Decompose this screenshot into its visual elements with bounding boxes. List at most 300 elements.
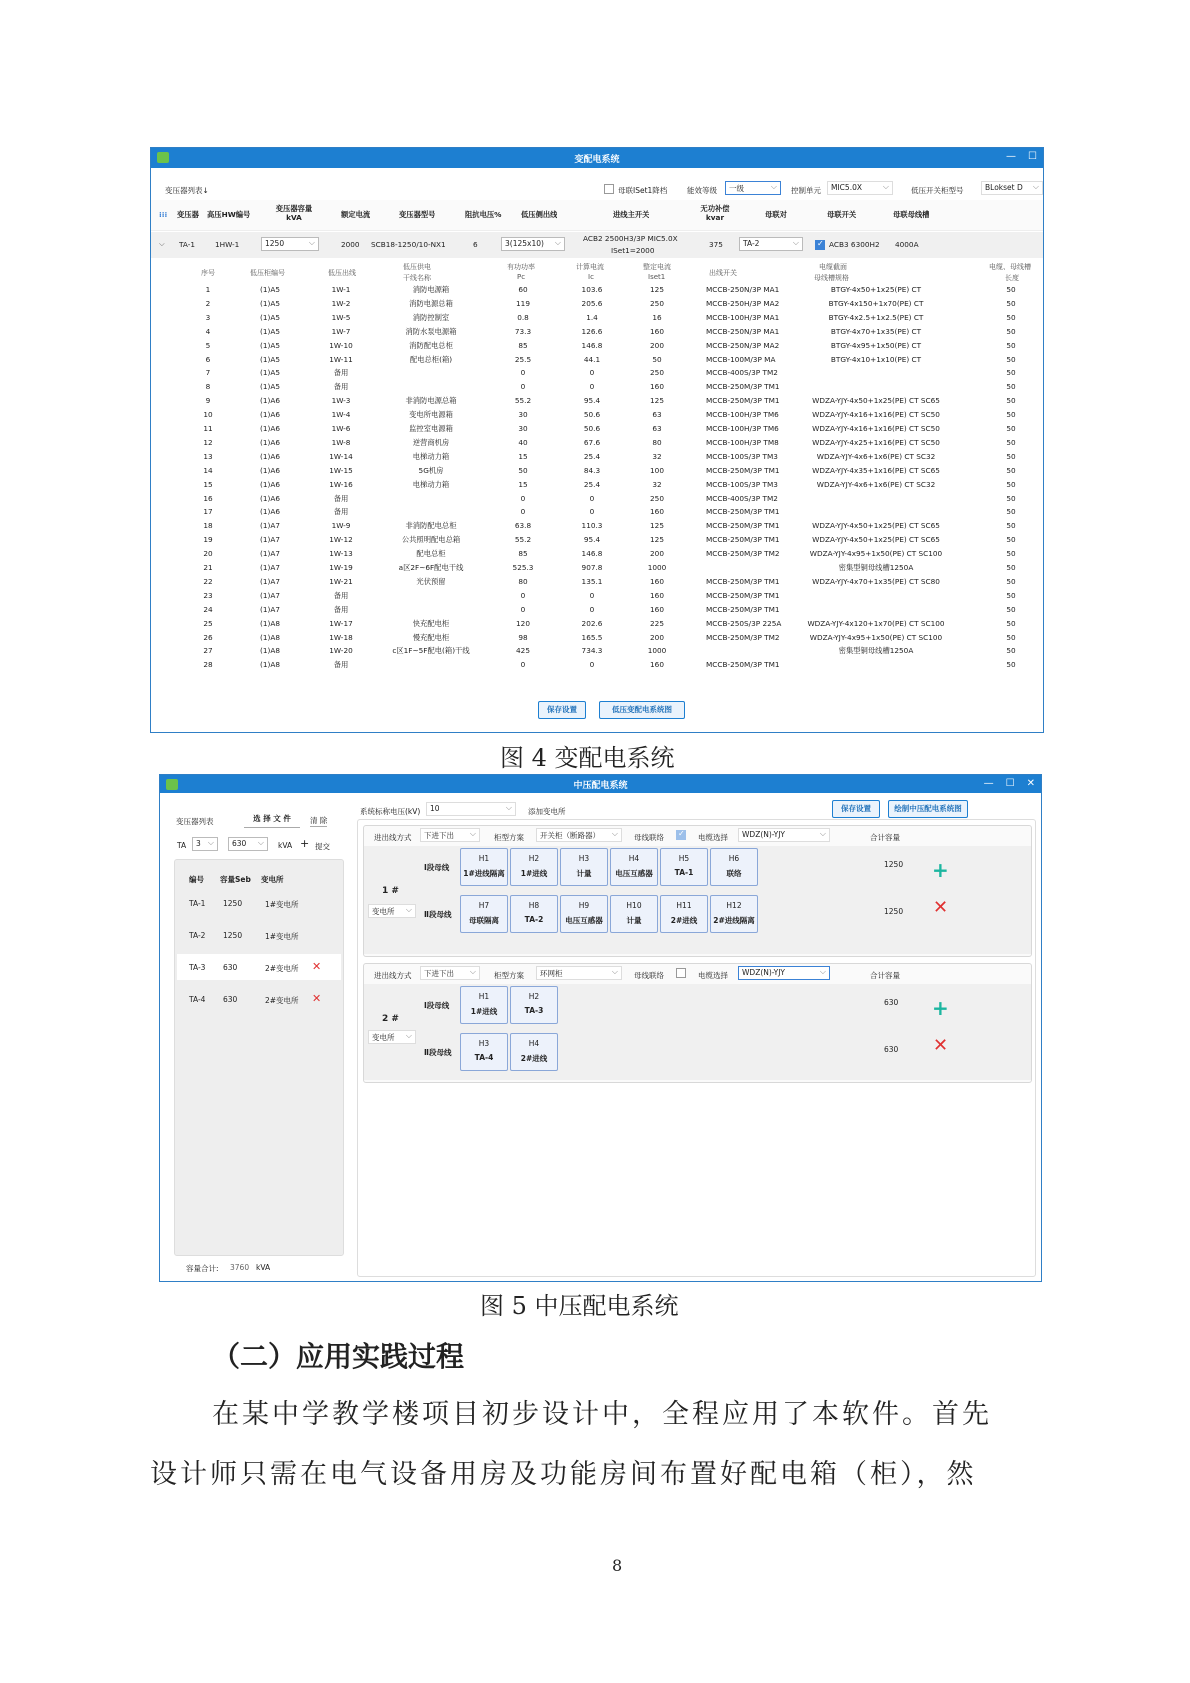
tx-current: 2000 [341,240,360,249]
lv-cabinet-select[interactable]: BLokset D ⌵ [981,181,1043,195]
close-icon[interactable]: ✕ [1026,778,1035,789]
tx-sub: 1#变电所 [265,932,299,941]
tx-sub: 2#变电所 [265,996,299,1005]
table-row[interactable] [151,437,1043,450]
table-cell: 50 [1006,521,1016,531]
tx-pair-select[interactable]: TA-2 ⌵ [739,237,803,251]
cell-label: TA-1 [674,868,694,877]
table-row[interactable] [151,618,1043,631]
ta-num-input[interactable]: 3 ⌵ [192,837,218,851]
table-cell: 1W-17 [329,618,353,628]
switchgear-cell[interactable] [460,848,508,886]
table-cell: 16 [652,312,662,322]
table-cell: 160 [650,326,664,336]
sh-seq: 序号 [201,269,215,277]
cab-select[interactable]: 环网柜 ⌵ [536,966,622,980]
transformer-list-row[interactable] [177,986,341,1012]
table-cell: BTGY-4x50+1x25(PE) CT [830,285,922,294]
table-cell: 98 [518,632,528,642]
table-cell: (1)A7 [260,535,280,545]
efficiency-select[interactable]: 一级 ⌵ [725,181,781,195]
tx-cap: 1250 [223,899,243,908]
table-cell: 19 [203,535,213,545]
table-cell: (1)A5 [260,285,280,294]
delete-icon[interactable]: ✕ [312,960,322,973]
table-cell: a区2F~6F配电干线 [398,563,464,572]
table-cell: 8 [205,382,211,392]
table-cell: 44.1 [583,354,601,364]
mv-diagram-button[interactable]: 绘制中压配电系统图 [888,800,968,818]
tx-cap-select[interactable]: 1250 ⌵ [261,237,319,251]
substation-number: 2 # [382,1014,399,1024]
table-cell: 30 [518,424,528,433]
bus-iset-checkbox[interactable] [604,184,614,194]
hdr-current: 额定电流 [341,210,371,219]
minimize-icon[interactable]: — [983,778,994,789]
switchgear-cell[interactable] [710,895,758,933]
choose-file-button[interactable]: 选 择 文 件 [244,813,300,828]
table-cell: (1)A5 [260,326,280,336]
substation-select[interactable]: 变电所 ⌵ [368,904,416,918]
table-cell: 125 [650,535,664,545]
table-cell: 50 [1006,326,1016,336]
sh-cable1: 电缆截面 [819,263,847,271]
table-cell: MCCB-100H/3P TM6 [706,410,779,420]
delete-substation-icon[interactable]: ✕ [933,897,949,918]
table-row[interactable] [151,604,1043,617]
tx-sub: 2#变电所 [265,964,299,973]
fig5-save-button[interactable]: 保存设置 [832,800,880,818]
section-heading: （二）应用实践过程 [212,1340,465,1373]
table-cell: 425 [516,646,530,656]
table-row[interactable] [151,423,1043,436]
tx-cap: 630 [223,995,238,1004]
table-cell: c区1F~5F配电(箱)干线 [392,646,470,656]
table-cell: 公共照明配电总箱 [401,535,461,545]
table-cell: 光伏预留 [416,576,446,586]
switchgear-cell[interactable] [710,848,758,886]
table-cell: 160 [650,660,664,670]
table-cell: 7 [205,368,211,378]
table-cell: 50 [1006,549,1016,559]
table-row[interactable] [151,590,1043,603]
fig4-title: 变配电系统 [574,154,620,165]
table-cell: 200 [650,632,664,642]
tx-bus-switch: ACB3 6300H2 [829,240,880,249]
fig4-window [150,147,1044,733]
table-row[interactable] [151,367,1043,380]
cell-code: H1 [478,992,490,1001]
table-cell: 10 [203,410,213,420]
bus-tie-label: 母线联络 [634,833,664,842]
table-cell: 备用 [333,382,349,392]
table-cell: 50 [1006,604,1016,614]
cell-label: 计量 [576,869,592,878]
table-cell: 0 [520,590,526,600]
table-row[interactable] [151,659,1043,672]
table-cell: 1W-10 [329,340,353,350]
table-row[interactable] [151,312,1043,325]
table-row[interactable] [151,520,1043,533]
table-cell: 14 [203,465,213,475]
cab-label: 柜型方案 [494,833,524,842]
tx-lv-out-select[interactable]: 3(125x10) ⌵ [501,237,565,251]
table-row[interactable] [151,548,1043,561]
maximize-icon[interactable]: ☐ [1005,778,1015,789]
cell-label: 2#进线 [670,916,698,925]
table-cell: 28 [203,660,213,670]
cell-code: H3 [478,1039,490,1048]
transformer-list-row[interactable] [177,954,341,980]
table-cell: (1)A7 [260,604,280,614]
maximize-icon[interactable]: ☐ [1028,151,1037,162]
cell-code: H2 [528,854,540,863]
bus1-label: Ⅰ段母线 [424,863,450,872]
tx-id: TA-4 [189,995,206,1004]
table-cell: WDZA-YJY-4x35+1x16(PE) CT SC65 [812,465,940,475]
table-cell: 5G机房 [418,465,444,475]
table-cell: 200 [650,549,664,559]
table-cell: 50 [1006,354,1016,364]
ta-cap-input[interactable]: 630 ⌵ [228,837,268,851]
sh-sw: 出线开关 [709,269,737,277]
table-cell: 125 [650,396,664,406]
table-row[interactable] [151,506,1043,519]
fig4-save-button[interactable]: 保存设置 [538,701,586,719]
submit-button[interactable]: 提交 [315,842,330,851]
add-ta-button[interactable]: + [300,837,310,850]
sh-cab: 低压柜编号 [250,269,285,277]
switchgear-cell[interactable] [460,986,508,1024]
table-cell: 备用 [333,590,349,600]
table-cell: WDZA-YJY-4x6+1x6(PE) CT SC32 [816,479,936,489]
table-cell: 50 [1006,535,1016,545]
table-row[interactable] [151,576,1043,589]
table-row[interactable] [151,479,1043,492]
table-cell: 907.8 [581,563,603,572]
table-cell: 525.3 [512,563,534,572]
table-cell: 1000 [647,646,667,656]
tx-cap: 1250 [223,931,243,940]
table-cell: 1W-7 [331,326,351,336]
table-cell: 50 [1006,340,1016,350]
tx-kvar: 375 [709,240,723,249]
hdr-lv-out: 低压侧出线 [521,210,558,219]
cap2-value: 1250 [884,907,904,916]
bus1-label: Ⅰ段母线 [424,1001,450,1010]
cap1-value: 630 [884,998,899,1007]
table-cell: 22 [203,576,213,586]
delete-icon[interactable]: ✕ [312,992,322,1005]
inout-select[interactable]: 下进下出 ⌵ [420,828,480,842]
hdr-kvar: 无功补偿 kvar [700,204,730,222]
table-cell: 消防配电总柜 [409,340,453,350]
table-cell: 1W-4 [331,410,351,420]
table-cell: 202.6 [581,618,603,628]
table-cell: MCCB-250N/3P MA1 [706,326,780,336]
switchgear-cell[interactable] [460,1033,508,1071]
table-cell: 1.4 [586,312,598,322]
table-cell: 50 [518,465,528,475]
table-cell: (1)A5 [260,382,280,392]
cell-label: 母联隔离 [469,916,499,925]
hdr-pair: 母联对 [765,210,787,219]
tx-bus-duct: 4000A [895,240,919,249]
table-cell: 12 [203,437,213,447]
table-cell: 50 [1006,312,1016,322]
table-cell: WDZA-YJY-4x16+1x16(PE) CT SC50 [812,410,940,420]
switchgear-cell[interactable] [510,1033,558,1071]
transformer-table [174,859,344,1256]
table-cell: (1)A7 [260,590,280,600]
table-cell: (1)A5 [260,354,280,364]
table-cell: 配电总柜 [416,549,446,559]
table-row[interactable] [151,354,1043,367]
table-cell: MCCB-250M/3P TM1 [706,521,780,531]
tx-name: TA-1 [179,240,195,249]
cap2-value: 630 [884,1045,899,1054]
grid-icon[interactable]: ⁝⁝⁝ [159,210,168,219]
switchgear-cell[interactable] [510,986,558,1024]
bus2-label: Ⅱ段母线 [424,910,452,919]
table-cell: 1W-14 [329,451,353,461]
table-row[interactable] [151,284,1043,297]
cell-code: H3 [578,854,590,863]
table-cell: 密集型铜母线槽1250A [838,646,914,656]
table-cell: 20 [203,549,213,559]
table-cell: 21 [203,563,213,572]
cell-code: H1 [478,854,490,863]
table-cell: WDZA-YJY-4x95+1x50(PE) CT SC100 [809,549,943,559]
sh-ic1: 计算电流 [576,263,604,271]
sh-out: 低压出线 [328,269,356,277]
table-cell: 103.6 [581,285,603,294]
table-cell: 50 [652,354,662,364]
add-cabinet-icon[interactable]: + [932,996,949,1020]
sys-v-select[interactable]: 10 ⌵ [426,802,516,816]
table-row[interactable] [151,562,1043,575]
bus-switch-checkbox[interactable] [815,240,825,250]
table-cell: MCCB-250M/3P TM2 [706,549,780,559]
table-cell: 50 [1006,590,1016,600]
table-cell: 85 [518,340,528,350]
table-cell: 146.8 [581,340,603,350]
table-cell: 1W-3 [331,396,351,406]
table-cell: MCCB-250M/3P TM1 [706,507,780,517]
switchgear-cell[interactable] [610,848,658,886]
table-cell: 1W-12 [329,535,353,545]
tx-iset: ISet1=2000 [611,246,655,255]
col-sub: 变电所 [261,875,284,884]
bus-tie-label: 母线联络 [634,971,664,980]
add-substation-button[interactable]: 添加变电所 [528,807,566,816]
table-cell: 63 [652,410,662,420]
bus-iset-label: 母联ISet1降档 [618,186,668,195]
table-cell: WDZA-YJY-4x50+1x25(PE) CT SC65 [812,396,940,406]
tx-model: SCB18-1250/10-NX1 [371,240,446,249]
table-cell: 84.3 [583,465,601,475]
switchgear-cell[interactable] [510,895,558,933]
cell-code: H8 [528,901,540,910]
cab-select[interactable]: 开关柜（断路器） ⌵ [536,828,622,842]
substation-select[interactable]: 变电所 ⌵ [368,1030,416,1044]
table-cell: (1)A8 [260,618,280,628]
tx-sub: 1#变电所 [265,900,299,909]
table-cell: 0 [520,493,526,503]
table-cell: 0 [589,507,595,517]
hdr-hw: 高压HW编号 [207,210,251,219]
transformer-list-row[interactable] [177,890,341,916]
table-cell: 0 [589,382,595,392]
table-row[interactable] [151,451,1043,464]
table-cell: 1W-9 [331,521,351,531]
table-cell: 1W-13 [329,549,353,559]
bus-tie-checkbox[interactable] [676,830,686,840]
table-row[interactable] [151,395,1043,408]
table-cell: 备用 [333,660,349,670]
table-cell: 备用 [333,604,349,614]
cable-select[interactable]: WDZ(N)-YJY ⌵ [738,828,830,842]
table-cell: MCCB-100S/3P TM3 [706,479,778,489]
inout-label: 进出线方式 [374,971,412,980]
switchgear-cell[interactable] [610,895,658,933]
switchgear-cell[interactable] [660,895,708,933]
transformer-list-row[interactable] [177,922,341,948]
table-cell: 密集型铜母线槽1250A [838,563,914,572]
table-cell: 电梯动力箱 [412,451,450,461]
total-label: 容量合计: [186,1264,219,1273]
expand-chevron-icon[interactable]: ⌵ [159,239,165,248]
table-cell: 50.6 [583,410,601,420]
transformer-row[interactable] [151,232,1043,258]
table-cell: MCCB-250M/3P TM1 [706,590,780,600]
table-cell: 125 [650,285,664,294]
table-cell: (1)A8 [260,632,280,642]
table-cell: 165.5 [581,632,603,642]
table-row[interactable] [151,298,1043,311]
cell-label: 2#进线 [520,1054,548,1063]
table-cell: 0 [520,382,526,392]
cell-label: TA-2 [524,915,544,924]
table-cell: (1)A5 [260,298,280,308]
col-id: 编号 [189,875,204,884]
sh-pc2: Pc [517,273,526,281]
cable-select[interactable]: WDZ(N)-YJY ⌵ [738,966,830,980]
paragraph-line-1: 在某中学教学楼项目初步设计中，全程应用了本软件。首先 [212,1399,992,1430]
table-cell: 监控室电源箱 [409,424,453,433]
control-unit-select[interactable]: MIC5.0X ⌵ [827,181,893,195]
table-row[interactable] [151,326,1043,339]
table-row[interactable] [151,534,1043,547]
table-cell: (1)A6 [260,451,280,461]
table-row[interactable] [151,632,1043,645]
table-cell: 50 [1006,437,1016,447]
switchgear-cell[interactable] [660,848,708,886]
table-cell: 120 [516,618,530,628]
app-icon [166,779,178,790]
table-cell: 50 [1006,298,1016,308]
table-cell: 25 [203,618,213,628]
table-cell: MCCB-250M/3P TM1 [706,660,780,670]
table-cell: (1)A6 [260,396,280,406]
table-cell: BTGY-4x70+1x35(PE) CT [830,326,922,336]
table-row[interactable] [151,409,1043,422]
bus-tie-checkbox[interactable] [676,968,686,978]
table-cell: 3 [205,312,211,322]
transformer-list-label: 变压器列表↓ [165,186,209,195]
table-cell: (1)A7 [260,563,280,572]
inout-select[interactable]: 下进下出 ⌵ [420,966,480,980]
table-cell: 1W-6 [331,424,351,433]
table-cell: 50 [1006,493,1016,503]
add-cabinet-icon[interactable]: + [932,858,949,882]
table-cell: 55.2 [514,535,532,545]
table-row[interactable] [151,381,1043,394]
table-cell: WDZA-YJY-4x25+1x16(PE) CT SC50 [812,437,940,447]
table-cell: 备用 [333,368,349,378]
table-row[interactable] [151,340,1043,353]
table-cell: 15 [518,451,528,461]
tx-id: TA-2 [189,931,206,940]
page-number: 8 [612,1556,623,1575]
table-cell: 0 [589,368,595,378]
table-cell: 50 [1006,424,1016,433]
table-cell: 135.1 [581,576,603,586]
delete-substation-icon[interactable]: ✕ [933,1035,949,1056]
sh-name1: 低压供电 [403,263,431,271]
table-cell: 9 [205,396,211,406]
switchgear-cell[interactable] [510,848,558,886]
table-cell: (1)A6 [260,437,280,447]
table-row[interactable] [151,465,1043,478]
table-cell: MCCB-250M/3P TM1 [706,576,780,586]
table-cell: MCCB-100H/3P MA1 [706,312,780,322]
table-cell: BTGY-4x150+1x70(PE) CT [828,298,924,308]
switchgear-cell[interactable] [560,848,608,886]
table-cell: 电梯动力箱 [412,479,450,489]
table-cell: 快充配电柜 [412,618,450,628]
lv-diagram-button[interactable]: 低压变配电系统图 [599,701,685,719]
table-cell: 消防电源总箱 [409,298,453,308]
table-cell: MCCB-100H/3P TM8 [706,437,779,447]
cell-code: H4 [628,854,640,863]
table-cell: 1W-15 [329,465,353,475]
table-cell: 50 [1006,632,1016,642]
switchgear-cell[interactable] [560,895,608,933]
main-table-header [151,200,1043,231]
table-cell: 消防电源箱 [412,285,450,294]
switchgear-cell[interactable] [460,895,508,933]
table-cell: (1)A8 [260,646,280,656]
cell-label: 联络 [726,869,742,878]
table-cell: (1)A6 [260,507,280,517]
kva-unit: kVA [278,841,293,850]
table-cell: 消防水泵电源箱 [405,326,457,336]
table-cell: MCCB-250M/3P TM1 [706,604,780,614]
clear-button[interactable]: 清 除 [310,816,328,825]
lv-cabinet-label: 低压开关柜型号 [911,186,964,195]
table-row[interactable] [151,493,1043,506]
table-row[interactable] [151,645,1043,658]
table-cell: MCCB-250M/3P TM1 [706,465,780,475]
table-cell: BTGY-4x95+1x50(PE) CT [830,340,922,350]
table-cell: 逆营商机房 [412,437,450,447]
hdr-cap: 变压器容量 kVA [275,204,313,222]
minimize-icon[interactable]: — [1006,151,1017,162]
control-unit-label: 控制单元 [791,186,821,195]
table-cell: 11 [203,424,213,433]
fig5-titlebar [160,775,1041,793]
